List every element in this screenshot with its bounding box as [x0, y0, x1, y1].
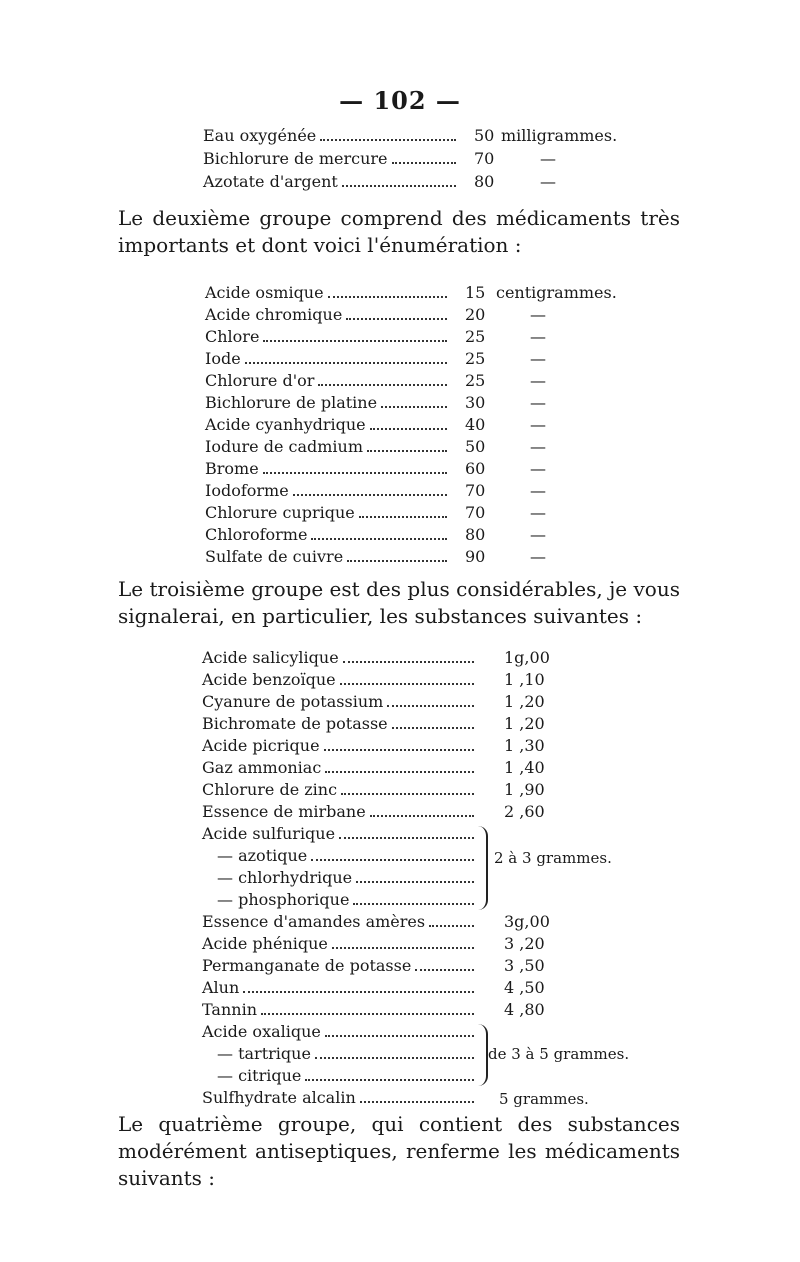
item-value: 70 — [465, 503, 486, 522]
leader-dots — [392, 727, 474, 729]
leader-dots — [324, 749, 474, 751]
item-value: 20 — [465, 305, 486, 324]
table-row — [202, 824, 478, 844]
table-row — [205, 371, 451, 391]
leader-dots — [340, 683, 474, 685]
item-name: Essence de mirbane — [202, 802, 366, 821]
ditto-dash: — — [540, 149, 556, 168]
leader-dots — [311, 538, 447, 540]
item-name: Acide picrique — [202, 736, 320, 755]
table-row — [217, 1044, 478, 1064]
leader-dots — [320, 139, 456, 141]
page-number: — 102 — — [339, 86, 461, 115]
item-name: — phosphorique — [217, 890, 350, 909]
item-name: Acide cyanhydrique — [205, 415, 366, 434]
item-name: — citrique — [217, 1066, 302, 1085]
table-row — [202, 780, 478, 800]
item-name: — azotique — [217, 846, 308, 865]
leader-dots — [243, 991, 474, 993]
table-row — [202, 978, 478, 998]
leader-dots — [381, 406, 447, 408]
item-name: Essence d'amandes amères — [202, 912, 426, 931]
table-row — [205, 415, 451, 435]
leader-dots — [343, 661, 474, 663]
leader-dots — [263, 340, 447, 342]
leader-dots — [367, 450, 447, 452]
item-value: 60 — [465, 459, 486, 478]
item-value: 25 — [465, 349, 486, 368]
item-name: Sulfate de cuivre — [205, 547, 344, 566]
item-value: 1 ,20 — [504, 692, 545, 711]
table-row — [205, 481, 451, 501]
leader-dots — [332, 947, 474, 949]
dose-range: 2 à 3 grammes. — [494, 849, 612, 867]
item-value: 80 — [465, 525, 486, 544]
table-row — [202, 714, 478, 734]
table-row — [205, 283, 451, 303]
leader-dots — [415, 969, 474, 971]
table-row — [205, 547, 451, 567]
right-brace — [478, 826, 488, 910]
leader-dots — [342, 185, 456, 187]
ditto-dash: — — [530, 547, 546, 566]
table-row — [205, 305, 451, 325]
item-name: Tannin — [202, 1000, 257, 1019]
item-value: 40 — [465, 415, 486, 434]
table-row — [217, 1066, 478, 1086]
item-value: 4 ,50 — [504, 978, 545, 997]
ditto-dash: — — [530, 437, 546, 456]
item-name: Acide osmique — [205, 283, 324, 302]
leader-dots — [325, 771, 474, 773]
item-unit: milligrammes. — [501, 126, 618, 145]
table-row — [205, 525, 451, 545]
table-row — [203, 172, 460, 192]
table-row — [205, 393, 451, 413]
leader-dots — [293, 494, 447, 496]
item-value: 50 — [465, 437, 486, 456]
table-row — [202, 1022, 478, 1042]
paragraph-group3: Le troisième groupe est des plus considérables, je vous signalerai, en particulier, les substances suivantes : — [118, 577, 680, 628]
item-value: 80 — [474, 172, 495, 191]
table-row — [202, 1000, 478, 1020]
item-value: 90 — [465, 547, 486, 566]
leader-dots — [263, 472, 447, 474]
ditto-dash: — — [540, 172, 556, 191]
leader-dots — [341, 793, 474, 795]
item-value: 2 ,60 — [504, 802, 545, 821]
ditto-dash: — — [530, 503, 546, 522]
leader-dots — [325, 1035, 474, 1037]
item-value: 1g,00 — [504, 648, 550, 667]
table-row — [203, 126, 460, 146]
item-value: 3 ,50 — [504, 956, 545, 975]
item-name: Acide sulfurique — [202, 824, 336, 843]
table-row — [217, 846, 478, 866]
right-brace — [478, 1024, 488, 1086]
ditto-dash: — — [530, 393, 546, 412]
item-value: 50 — [474, 126, 495, 145]
paragraph-group2: Le deuxième groupe comprend des médicaments très importants et dont voici l'énumération : — [118, 206, 680, 257]
item-value: 25 — [465, 327, 486, 346]
item-value: 4 ,80 — [504, 1000, 545, 1019]
item-name: Chlorure cuprique — [205, 503, 355, 522]
item-name: Bichlorure de platine — [205, 393, 378, 412]
item-name: Azotate d'argent — [203, 172, 338, 191]
leader-dots — [353, 903, 474, 905]
item-name: — tartrique — [217, 1044, 311, 1063]
item-name: Sulfhydrate alcalin — [202, 1088, 356, 1107]
item-name: Cyanure de potassium — [202, 692, 384, 711]
item-value: 1 ,40 — [504, 758, 545, 777]
ditto-dash: — — [530, 481, 546, 500]
table-row — [202, 934, 478, 954]
item-name: Acide salicylique — [202, 648, 339, 667]
leader-dots — [360, 1101, 474, 1103]
ditto-dash: — — [530, 327, 546, 346]
item-value: 70 — [474, 149, 495, 168]
item-value: 5 grammes. — [499, 1090, 589, 1108]
item-value: 70 — [465, 481, 486, 500]
table-row — [202, 736, 478, 756]
item-value: 25 — [465, 371, 486, 390]
ditto-dash: — — [530, 525, 546, 544]
item-name: Iodoforme — [205, 481, 289, 500]
ditto-dash: — — [530, 349, 546, 368]
item-name: Chlorure d'or — [205, 371, 315, 390]
leader-dots — [245, 362, 447, 364]
item-value: 1 ,20 — [504, 714, 545, 733]
leader-dots — [318, 384, 447, 386]
paragraph-group4: Le quatrième groupe, qui contient des substances modérément antiseptiques, renferme les médicaments suivants : — [118, 1112, 680, 1190]
item-name: Acide phénique — [202, 934, 328, 953]
table-row — [205, 459, 451, 479]
table-row — [205, 503, 451, 523]
leader-dots — [392, 162, 456, 164]
item-name: Bichlorure de mercure — [203, 149, 388, 168]
leader-dots — [356, 881, 474, 883]
item-name: Acide chromique — [205, 305, 343, 324]
item-value: 15 — [465, 283, 486, 302]
item-value: 3g,00 — [504, 912, 550, 931]
leader-dots — [370, 815, 474, 817]
item-unit: centigrammes. — [496, 283, 617, 302]
item-name: Acide benzoïque — [202, 670, 336, 689]
table-row — [202, 1088, 478, 1108]
ditto-dash: — — [530, 415, 546, 434]
item-value: 3 ,20 — [504, 934, 545, 953]
table-row — [202, 912, 478, 932]
leader-dots — [311, 859, 474, 861]
item-name: Alun — [202, 978, 240, 997]
item-value: 1 ,90 — [504, 780, 545, 799]
item-name: Iodure de cadmium — [205, 437, 364, 456]
leader-dots — [328, 296, 447, 298]
table-row — [217, 890, 478, 910]
leader-dots — [339, 837, 474, 839]
item-name: Brome — [205, 459, 259, 478]
leader-dots — [387, 705, 474, 707]
leader-dots — [346, 318, 447, 320]
item-name: — chlorhydrique — [217, 868, 353, 887]
table-row — [202, 648, 478, 668]
item-name: Chlore — [205, 327, 260, 346]
item-value: 30 — [465, 393, 486, 412]
table-row — [202, 802, 478, 822]
item-value: 1 ,10 — [504, 670, 545, 689]
table-row — [205, 327, 451, 347]
item-name: Chloroforme — [205, 525, 308, 544]
leader-dots — [305, 1079, 474, 1081]
item-value: 1 ,30 — [504, 736, 545, 755]
item-name: Eau oxygénée — [203, 126, 317, 145]
table-row — [205, 349, 451, 369]
item-name: Chlorure de zinc — [202, 780, 338, 799]
dose-range: de 3 à 5 grammes. — [488, 1045, 630, 1063]
table-row — [202, 956, 478, 976]
item-name: Iode — [205, 349, 241, 368]
leader-dots — [429, 925, 474, 927]
table-row — [202, 692, 478, 712]
item-name: Bichromate de potasse — [202, 714, 388, 733]
table-row — [203, 149, 460, 169]
leader-dots — [370, 428, 447, 430]
leader-dots — [347, 560, 447, 562]
table-row — [202, 670, 478, 690]
table-row — [202, 758, 478, 778]
item-name: Permanganate de potasse — [202, 956, 412, 975]
table-row — [217, 868, 478, 888]
leader-dots — [359, 516, 447, 518]
item-name: Gaz ammoniac — [202, 758, 322, 777]
ditto-dash: — — [530, 459, 546, 478]
item-name: Acide oxalique — [202, 1022, 321, 1041]
table-row — [205, 437, 451, 457]
leader-dots — [261, 1013, 474, 1015]
ditto-dash: — — [530, 305, 546, 324]
ditto-dash: — — [530, 371, 546, 390]
leader-dots — [315, 1057, 474, 1059]
